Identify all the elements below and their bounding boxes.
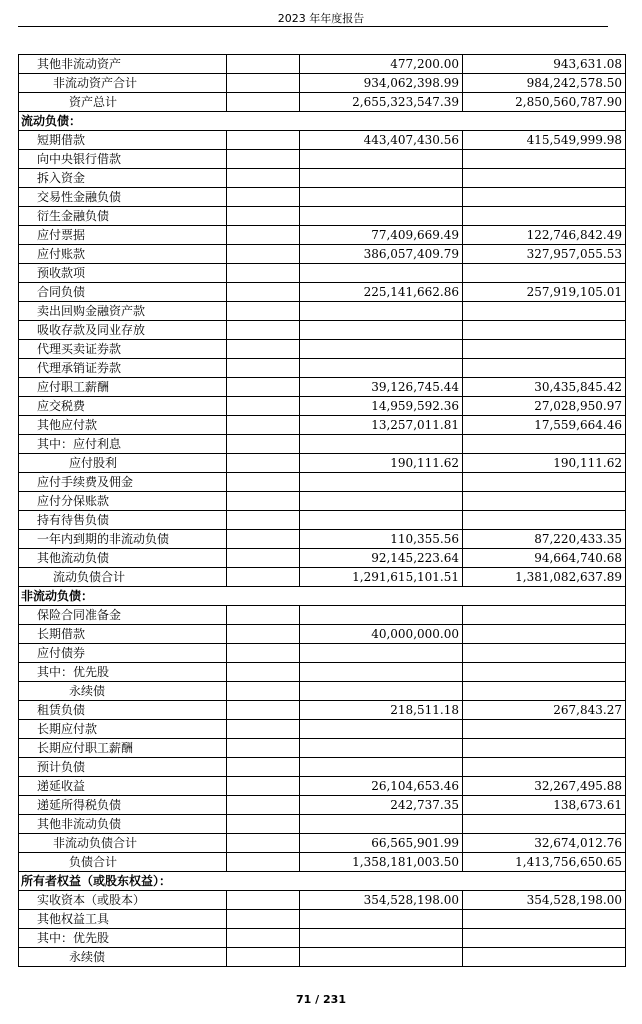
table-row (19, 264, 626, 283)
note-cell (227, 359, 300, 378)
note-cell (227, 853, 300, 872)
note-cell (227, 891, 300, 910)
note-cell (227, 625, 300, 644)
period-end-value: 1,358,181,003.50 (300, 853, 463, 872)
item-label: 永续债 (19, 682, 227, 701)
period-begin-value (463, 340, 626, 359)
period-end-value: 477,200.00 (300, 55, 463, 74)
table-row (19, 777, 626, 796)
period-end-value: 39,126,745.44 (300, 378, 463, 397)
item-label: 合同负债 (19, 283, 227, 302)
table-row (19, 454, 626, 473)
period-end-value (300, 207, 463, 226)
period-end-value (300, 359, 463, 378)
period-end-value: 14,959,592.36 (300, 397, 463, 416)
table-row (19, 55, 626, 74)
period-end-value: 2,655,323,547.39 (300, 93, 463, 112)
item-label: 其他流动负债 (19, 549, 227, 568)
period-begin-value: 267,843.27 (463, 701, 626, 720)
note-cell (227, 948, 300, 967)
period-end-value: 386,057,409.79 (300, 245, 463, 264)
note-cell (227, 264, 300, 283)
item-label: 交易性金融负债 (19, 188, 227, 207)
table-row (19, 150, 626, 169)
period-end-value: 242,737.35 (300, 796, 463, 815)
table-row (19, 93, 626, 112)
table-row (19, 682, 626, 701)
note-cell (227, 777, 300, 796)
note-cell (227, 682, 300, 701)
period-begin-value (463, 625, 626, 644)
period-begin-value: 30,435,845.42 (463, 378, 626, 397)
period-end-value: 40,000,000.00 (300, 625, 463, 644)
period-begin-value: 122,746,842.49 (463, 226, 626, 245)
period-begin-value (463, 359, 626, 378)
period-begin-value: 354,528,198.00 (463, 891, 626, 910)
period-begin-value: 138,673.61 (463, 796, 626, 815)
table-row (19, 492, 626, 511)
note-cell (227, 796, 300, 815)
period-end-value (300, 682, 463, 701)
period-end-value (300, 492, 463, 511)
table-row (19, 188, 626, 207)
note-cell (227, 530, 300, 549)
item-label: 预计负债 (19, 758, 227, 777)
table-row (19, 321, 626, 340)
table-row (19, 530, 626, 549)
period-begin-value (463, 264, 626, 283)
note-cell (227, 340, 300, 359)
period-end-value (300, 720, 463, 739)
table-row (19, 435, 626, 454)
table-row (19, 302, 626, 321)
note-cell (227, 473, 300, 492)
note-cell (227, 549, 300, 568)
item-label: 一年内到期的非流动负债 (19, 530, 227, 549)
page-number (0, 993, 642, 1006)
item-label: 其中：应付利息 (19, 435, 227, 454)
period-begin-value: 415,549,999.98 (463, 131, 626, 150)
period-end-value (300, 663, 463, 682)
period-begin-value (463, 910, 626, 929)
period-begin-value: 327,957,055.53 (463, 245, 626, 264)
note-cell (227, 758, 300, 777)
table-row (19, 283, 626, 302)
item-label: 长期应付职工薪酬 (19, 739, 227, 758)
item-label: 非流动资产合计 (19, 74, 227, 93)
item-label: 应付分保账款 (19, 492, 227, 511)
period-end-value (300, 264, 463, 283)
balance-sheet-body (19, 55, 626, 967)
table-row (19, 891, 626, 910)
item-label: 非流动负债合计 (19, 834, 227, 853)
page-separator: / (315, 993, 320, 1006)
item-label: 应付股利 (19, 454, 227, 473)
note-cell (227, 720, 300, 739)
table-row (19, 74, 626, 93)
period-begin-value: 1,381,082,637.89 (463, 568, 626, 587)
note-cell (227, 454, 300, 473)
period-begin-value (463, 473, 626, 492)
period-begin-value (463, 511, 626, 530)
period-end-value (300, 340, 463, 359)
period-begin-value: 94,664,740.68 (463, 549, 626, 568)
page-total: 231 (323, 993, 346, 1006)
period-end-value: 66,565,901.99 (300, 834, 463, 853)
period-begin-value (463, 169, 626, 188)
note-cell (227, 150, 300, 169)
period-begin-value: 32,674,012.76 (463, 834, 626, 853)
item-label: 实收资本（或股本） (19, 891, 227, 910)
period-begin-value (463, 720, 626, 739)
item-label: 租赁负债 (19, 701, 227, 720)
item-label: 代理买卖证券款 (19, 340, 227, 359)
item-label: 保险合同准备金 (19, 606, 227, 625)
period-begin-value: 2,850,560,787.90 (463, 93, 626, 112)
note-cell (227, 435, 300, 454)
section-label: 流动负债： (19, 112, 626, 131)
period-end-value (300, 188, 463, 207)
period-end-value (300, 948, 463, 967)
period-end-value: 13,257,011.81 (300, 416, 463, 435)
item-label: 应交税费 (19, 397, 227, 416)
table-row (19, 340, 626, 359)
item-label: 应付手续费及佣金 (19, 473, 227, 492)
page-current: 71 (296, 993, 312, 1006)
item-label: 吸收存款及同业存放 (19, 321, 227, 340)
note-cell (227, 93, 300, 112)
item-label: 其中：优先股 (19, 929, 227, 948)
period-end-value: 77,409,669.49 (300, 226, 463, 245)
item-label: 应付票据 (19, 226, 227, 245)
note-cell (227, 910, 300, 929)
period-end-value (300, 739, 463, 758)
item-label: 卖出回购金融资产款 (19, 302, 227, 321)
item-label: 递延所得税负债 (19, 796, 227, 815)
item-label: 其他非流动负债 (19, 815, 227, 834)
period-begin-value (463, 188, 626, 207)
table-row (19, 511, 626, 530)
period-end-value (300, 910, 463, 929)
note-cell (227, 397, 300, 416)
period-begin-value: 87,220,433.35 (463, 530, 626, 549)
note-cell (227, 226, 300, 245)
period-end-value: 190,111.62 (300, 454, 463, 473)
note-cell (227, 701, 300, 720)
period-begin-value (463, 815, 626, 834)
period-begin-value (463, 929, 626, 948)
table-row (19, 359, 626, 378)
table-row (19, 226, 626, 245)
period-end-value (300, 758, 463, 777)
table-row (19, 720, 626, 739)
period-end-value (300, 150, 463, 169)
period-begin-value (463, 644, 626, 663)
table-row (19, 473, 626, 492)
period-begin-value: 943,631.08 (463, 55, 626, 74)
item-label: 应付职工薪酬 (19, 378, 227, 397)
period-begin-value (463, 492, 626, 511)
table-row (19, 701, 626, 720)
table-row (19, 910, 626, 929)
item-label: 向中央银行借款 (19, 150, 227, 169)
period-end-value (300, 321, 463, 340)
table-row (19, 245, 626, 264)
period-end-value (300, 815, 463, 834)
table-row (19, 758, 626, 777)
note-cell (227, 283, 300, 302)
period-end-value: 443,407,430.56 (300, 131, 463, 150)
period-begin-value: 27,028,950.97 (463, 397, 626, 416)
item-label: 递延收益 (19, 777, 227, 796)
period-begin-value (463, 663, 626, 682)
item-label: 应付债券 (19, 644, 227, 663)
period-begin-value (463, 739, 626, 758)
section-header-row (19, 872, 626, 891)
period-end-value: 110,355.56 (300, 530, 463, 549)
note-cell (227, 929, 300, 948)
table-row (19, 606, 626, 625)
section-label: 非流动负债： (19, 587, 626, 606)
period-begin-value (463, 302, 626, 321)
period-end-value (300, 473, 463, 492)
period-begin-value (463, 948, 626, 967)
period-end-value: 934,062,398.99 (300, 74, 463, 93)
note-cell (227, 302, 300, 321)
item-label: 长期借款 (19, 625, 227, 644)
period-begin-value: 32,267,495.88 (463, 777, 626, 796)
table-row (19, 663, 626, 682)
period-end-value: 218,511.18 (300, 701, 463, 720)
item-label: 其中：优先股 (19, 663, 227, 682)
period-begin-value: 17,559,664.46 (463, 416, 626, 435)
period-end-value (300, 435, 463, 454)
table-row (19, 568, 626, 587)
table-row (19, 815, 626, 834)
note-cell (227, 815, 300, 834)
period-begin-value (463, 150, 626, 169)
note-cell (227, 207, 300, 226)
note-cell (227, 568, 300, 587)
period-end-value (300, 644, 463, 663)
note-cell (227, 834, 300, 853)
item-label: 应付账款 (19, 245, 227, 264)
item-label: 负债合计 (19, 853, 227, 872)
note-cell (227, 169, 300, 188)
note-cell (227, 378, 300, 397)
period-end-value (300, 302, 463, 321)
item-label: 代理承销证券款 (19, 359, 227, 378)
note-cell (227, 492, 300, 511)
note-cell (227, 321, 300, 340)
item-label: 拆入资金 (19, 169, 227, 188)
table-row (19, 853, 626, 872)
item-label: 预收款项 (19, 264, 227, 283)
table-row (19, 169, 626, 188)
period-begin-value (463, 207, 626, 226)
table-row (19, 625, 626, 644)
balance-sheet-table (18, 54, 626, 967)
item-label: 资产总计 (19, 93, 227, 112)
note-cell (227, 663, 300, 682)
table-row (19, 948, 626, 967)
period-end-value: 26,104,653.46 (300, 777, 463, 796)
table-row (19, 549, 626, 568)
page-header: 2023 年年度报告 (277, 12, 365, 25)
period-begin-value: 984,242,578.50 (463, 74, 626, 93)
period-begin-value (463, 435, 626, 454)
item-label: 永续债 (19, 948, 227, 967)
item-label: 其他非流动资产 (19, 55, 227, 74)
header-divider (18, 26, 608, 27)
table-row (19, 739, 626, 758)
table-row (19, 929, 626, 948)
item-label: 持有待售负债 (19, 511, 227, 530)
table-row (19, 834, 626, 853)
note-cell (227, 131, 300, 150)
item-label: 短期借款 (19, 131, 227, 150)
table-row (19, 416, 626, 435)
note-cell (227, 55, 300, 74)
period-begin-value: 190,111.62 (463, 454, 626, 473)
period-begin-value: 1,413,756,650.65 (463, 853, 626, 872)
note-cell (227, 739, 300, 758)
note-cell (227, 74, 300, 93)
period-end-value (300, 606, 463, 625)
note-cell (227, 416, 300, 435)
item-label: 流动负债合计 (19, 568, 227, 587)
table-row (19, 796, 626, 815)
item-label: 长期应付款 (19, 720, 227, 739)
note-cell (227, 511, 300, 530)
period-begin-value (463, 606, 626, 625)
note-cell (227, 644, 300, 663)
note-cell (227, 188, 300, 207)
item-label: 其他权益工具 (19, 910, 227, 929)
table-row (19, 397, 626, 416)
section-header-row (19, 112, 626, 131)
item-label: 其他应付款 (19, 416, 227, 435)
note-cell (227, 245, 300, 264)
period-end-value (300, 929, 463, 948)
period-end-value: 92,145,223.64 (300, 549, 463, 568)
section-header-row (19, 587, 626, 606)
period-begin-value (463, 321, 626, 340)
period-begin-value: 257,919,105.01 (463, 283, 626, 302)
period-end-value: 354,528,198.00 (300, 891, 463, 910)
table-row (19, 378, 626, 397)
table-row (19, 131, 626, 150)
period-begin-value (463, 758, 626, 777)
period-end-value (300, 511, 463, 530)
item-label: 衍生金融负债 (19, 207, 227, 226)
table-row (19, 207, 626, 226)
section-label: 所有者权益（或股东权益）： (19, 872, 626, 891)
period-begin-value (463, 682, 626, 701)
table-row (19, 644, 626, 663)
note-cell (227, 606, 300, 625)
period-end-value: 225,141,662.86 (300, 283, 463, 302)
period-end-value (300, 169, 463, 188)
period-end-value: 1,291,615,101.51 (300, 568, 463, 587)
